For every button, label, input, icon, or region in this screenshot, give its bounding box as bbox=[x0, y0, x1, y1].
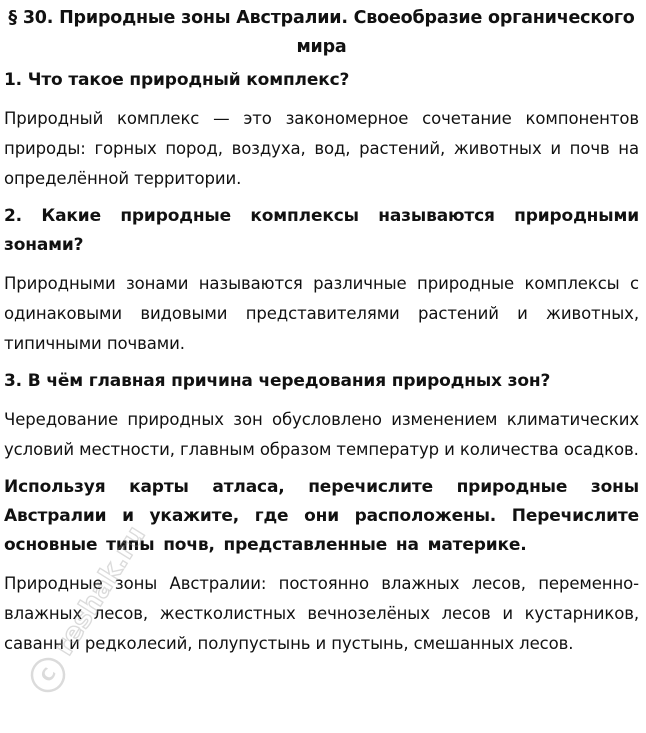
answer-1: Природный комплекс — это закономерное сочетание компонентов природы: горных пород, воздуха, вод, растений, животных и почв на определённой территории. bbox=[4, 109, 639, 188]
question-1: 1. Что такое природный комплекс? bbox=[4, 70, 350, 90]
question-4: Используя карты атласа, перечислите природные зоны Австралии и укажите, где они расположены. Перечислите основные типы почв, представленные на материке. bbox=[4, 477, 639, 555]
answer-4: Природные зоны Австралии: постоянно влажных лесов, переменно-влажных лесов, жестколистных вечнозелёных лесов и кустарников, саванн и редколесий, полупустынь и пустынь, смешанных лесов. bbox=[4, 574, 639, 653]
qa-section-1 bbox=[4, 66, 639, 194]
answer-3: Чередование природных зон обусловлено изменением климатических условий местности, главным образом температур и количества осадков. bbox=[4, 410, 639, 459]
question-2: 2. Какие природные комплексы называются природными зонами? bbox=[4, 206, 639, 255]
qa-section-2 bbox=[4, 202, 639, 359]
question-3: 3. В чём главная причина чередования природных зон? bbox=[4, 371, 551, 391]
qa-section-3 bbox=[4, 367, 639, 465]
svg-text:C: C bbox=[37, 664, 61, 686]
answer-2: Природными зонами называются различные природные комплексы с одинаковыми видовыми представителями растений и животных, типичными почвами. bbox=[4, 274, 639, 353]
qa-section-4 bbox=[4, 473, 639, 659]
watermark-text: reshak.ru bbox=[48, 520, 152, 661]
page-title: § 30. Природные зоны Австралии. Своеобразие органического мира bbox=[8, 8, 635, 57]
